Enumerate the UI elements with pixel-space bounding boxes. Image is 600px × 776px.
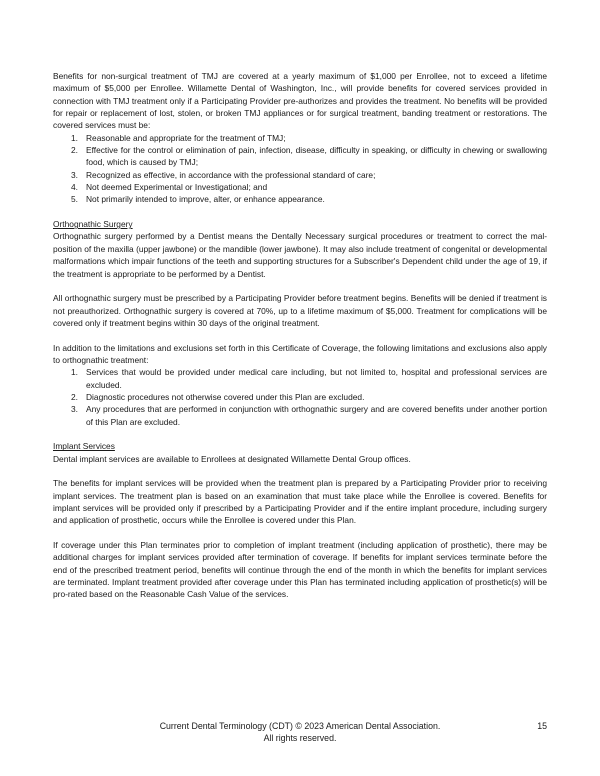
list-number: 3.	[71, 404, 78, 415]
list-item	[53, 193, 547, 205]
list-item	[53, 144, 547, 169]
list-item-text: Diagnostic procedures not otherwise covered under this Plan are excluded.	[86, 391, 365, 402]
orthognathic-prescription-paragraph: All orthognathic surgery must be prescribed by a Participating Provider before treatment begins. Benefits will be denied if treatment is not preauthorized. Orthognathic surgery is covered at 70%, up to a lifetime maximum of $5,000. Treatment for complications will be covered only if treatment begins within 30 days of the original treatment.	[53, 293, 547, 328]
page-content	[53, 70, 547, 601]
list-number: 1.	[71, 367, 78, 378]
tmj-intro-paragraph: Benefits for non-surgical treatment of TMJ are covered at a yearly maximum of $1,000 per Enrollee, not to exceed a lifetime maximum of $5,000 per Enrollee. Willamette Dental of Washington, Inc., will provide benefits for covered services provided in connection with TMJ treatment only if a Participating Provider pre-authorizes and provides the treatment. No benefits will be provided for repair or replacement of lost, stolen, or broken TMJ appliances or for surgical treatment, banding treatment or restorations. The covered services must be:	[53, 71, 547, 131]
list-item	[53, 403, 547, 428]
orthognathic-surgery-heading: Orthognathic Surgery	[53, 219, 133, 230]
list-number: 4.	[71, 182, 78, 193]
list-item-text: Not primarily intended to improve, alter, or enhance appearance.	[86, 194, 325, 205]
page-number: 15	[537, 721, 547, 731]
list-number: 2.	[71, 391, 78, 402]
list-item-text: Recognized as effective, in accordance with the professional standard of care;	[86, 169, 376, 180]
list-number: 2.	[71, 145, 78, 156]
list-item-text: Reasonable and appropriate for the treatment of TMJ;	[86, 132, 286, 143]
orthognathic-limitations-intro: In addition to the limitations and exclusions set forth in this Certificate of Coverage, the following limitations and exclusions also apply to orthognathic treatment:	[53, 342, 547, 365]
copyright-line: Current Dental Terminology (CDT) © 2023 American Dental Association.	[159, 721, 441, 731]
list-item-text: Effective for the control or elimination of pain, infection, disease, difficulty in speaking, or difficulty in chewing or swallowing food, which is caused by TMJ;	[86, 145, 547, 168]
list-item	[53, 132, 547, 144]
implant-termination-paragraph: If coverage under this Plan terminates prior to completion of implant treatment (including application of prosthetic), there may be additional charges for implant services provided after termination of coverage. If benefits for implant services terminate before the end of the prescribed treatment period, benefits will continue through the end of the month in which the benefits for implant services are terminated. Implant treatment provided after coverage under this Plan has terminated including application of prosthetic(s) will be pro-rated based on the Reasonable Cash Value of the services.	[53, 540, 547, 600]
list-item-text: Not deemed Experimental or Investigational; and	[86, 182, 268, 193]
list-item	[53, 181, 547, 193]
list-item	[53, 366, 547, 391]
implant-benefits-paragraph: The benefits for implant services will be provided when the treatment plan is prepared by a Participating Provider prior to receiving implant services. The treatment plan is based on an examination that must take place while the Enrollee is covered. Benefits for implant services will be provided only if prescribed by a Participating Provider and if the entire implant procedure, including surgery and application of prosthetic, occurs while the Enrollee is covered under this Plan.	[53, 478, 547, 526]
list-number: 5.	[71, 194, 78, 205]
list-number: 1.	[71, 132, 78, 143]
page-footer	[0, 720, 600, 744]
implant-services-heading: Implant Services	[53, 441, 115, 452]
tmj-covered-services-list	[53, 132, 547, 206]
orthognathic-definition-paragraph: Orthognathic surgery performed by a Dentist means the Dentally Necessary surgical procedures or treatment to correct the mal-position of the maxilla (upper jawbone) or the mandible (lower jawbone). It may also include treatment of congenital or developmental malformations which impair functions of the teeth and supporting structures for a Subscriber's Dependent child under the age of 19, if the treatment is appropriate to be performed by a Dentist.	[53, 231, 547, 279]
list-item-text: Any procedures that are performed in conjunction with orthognathic surgery and are covered benefits under another portion of this Plan are excluded.	[86, 404, 547, 427]
list-item-text: Services that would be provided under medical care including, but not limited to, hospital and professional services are excluded.	[86, 367, 547, 390]
rights-reserved-line: All rights reserved.	[263, 733, 337, 743]
orthognathic-limitations-list	[53, 366, 547, 428]
list-item	[53, 391, 547, 403]
list-item	[53, 169, 547, 181]
list-number: 3.	[71, 169, 78, 180]
implant-availability-paragraph: Dental implant services are available to Enrollees at designated Willamette Dental Group offices.	[53, 453, 411, 464]
